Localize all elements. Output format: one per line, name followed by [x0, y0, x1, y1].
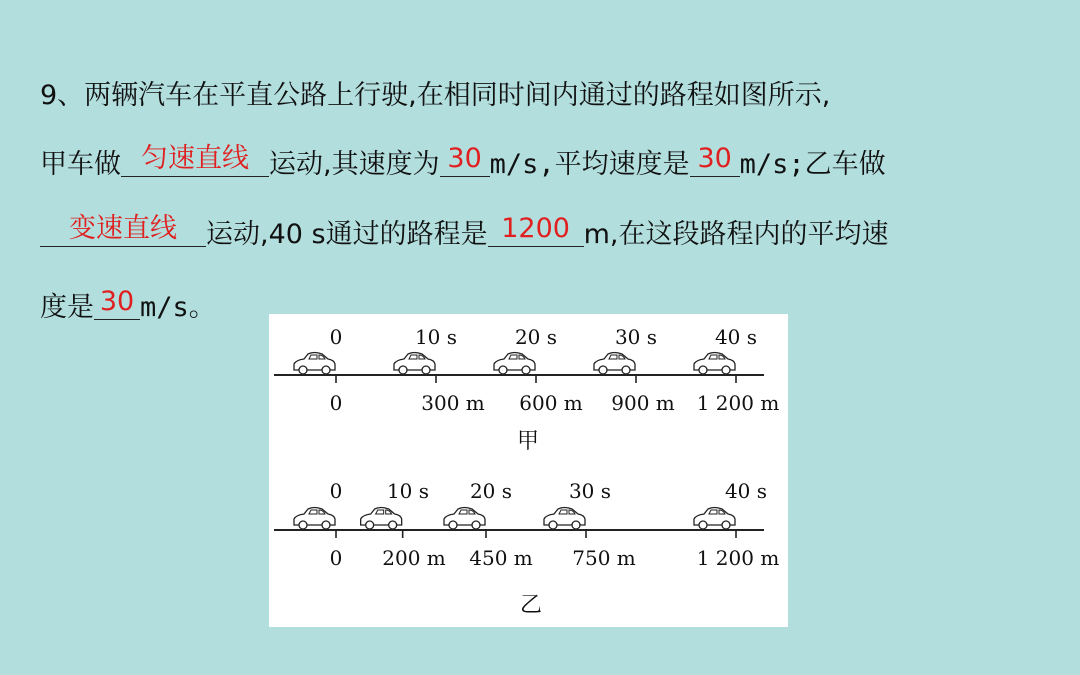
- car-row-jia: [294, 353, 735, 375]
- answer-blank-speed-jia: [440, 143, 490, 177]
- figure-canvas: [269, 314, 788, 627]
- answer-blank-avg-speed-yi: [94, 286, 140, 320]
- distance-label-yi: 450 m: [469, 546, 533, 570]
- time-label-jia: 10 s: [414, 325, 458, 349]
- question-line-2: [40, 145, 886, 185]
- distance-label-jia: 1 200 m: [696, 391, 780, 415]
- distance-label-jia: 600 m: [519, 391, 583, 415]
- caption-jia: 甲: [516, 429, 540, 454]
- car-yi-3: [544, 508, 585, 530]
- answer-blank-motion-yi: [40, 213, 206, 247]
- question-stem: 9、两辆汽车在平直公路上行驶,在相同时间内通过的路程如图所示,: [40, 80, 831, 111]
- distance-label-yi: 750 m: [572, 546, 636, 570]
- question-line-3: [40, 215, 888, 255]
- text-segment: 运动,40 s通过的路程是: [206, 219, 488, 250]
- time-label-yi: 20 s: [469, 479, 513, 503]
- answer-avg-speed-jia: 30: [697, 143, 732, 174]
- car-row-yi: [294, 508, 735, 530]
- answer-blank-motion-jia: [121, 143, 269, 177]
- text-segment: 甲车做: [40, 149, 121, 180]
- text-segment: m/s,平均速度是: [489, 149, 690, 180]
- text-segment: m/s;乙车做: [739, 149, 886, 180]
- distance-label-jia: 900 m: [611, 391, 675, 415]
- tick-row-yi: [336, 530, 736, 538]
- answer-distance-yi: 1200: [501, 213, 570, 244]
- car-jia-4: [694, 353, 735, 375]
- answer-motion-jia: 匀速直线: [141, 143, 249, 174]
- time-label-jia: 30 s: [614, 325, 658, 349]
- answer-blank-avg-speed-jia: [690, 143, 740, 177]
- distance-label-yi: 200 m: [382, 546, 446, 570]
- text-segment: 度是: [40, 292, 94, 323]
- time-label-yi: 10 s: [386, 479, 430, 503]
- caption-yi: 乙: [519, 593, 543, 618]
- time-label-yi: 30 s: [568, 479, 612, 503]
- distance-label-yi: 1 200 m: [696, 546, 780, 570]
- time-label-jia: 0: [329, 325, 343, 349]
- answer-speed-jia: 30: [447, 143, 482, 174]
- time-label-jia: 20 s: [514, 325, 558, 349]
- car-jia-0: [294, 353, 335, 375]
- time-label-yi: 0: [329, 479, 343, 503]
- car-yi-2: [444, 508, 485, 530]
- car-jia-2: [494, 353, 535, 375]
- text-segment: m,在这段路程内的平均速: [583, 219, 889, 250]
- tick-row-jia: [336, 375, 736, 383]
- text-segment: 运动,其速度为: [269, 149, 440, 180]
- time-label-jia: 40 s: [714, 325, 758, 349]
- distance-label-yi: 0: [329, 546, 343, 570]
- answer-motion-yi: 变速直线: [69, 213, 177, 244]
- car-jia-1: [394, 353, 435, 375]
- question-line-1: [40, 76, 830, 116]
- text-segment: m/s。: [140, 292, 216, 323]
- question-line-4: [40, 288, 216, 328]
- time-label-yi: 40 s: [724, 479, 768, 503]
- car-yi-1: [361, 508, 402, 530]
- car-motion-figure: [269, 314, 788, 627]
- answer-blank-distance-yi: [488, 213, 584, 247]
- car-jia-3: [594, 353, 635, 375]
- answer-avg-speed-yi: 30: [99, 286, 135, 317]
- distance-label-jia: 300 m: [421, 391, 485, 415]
- distance-label-jia: 0: [329, 391, 343, 415]
- car-yi-0: [294, 508, 335, 530]
- car-yi-4: [694, 508, 735, 530]
